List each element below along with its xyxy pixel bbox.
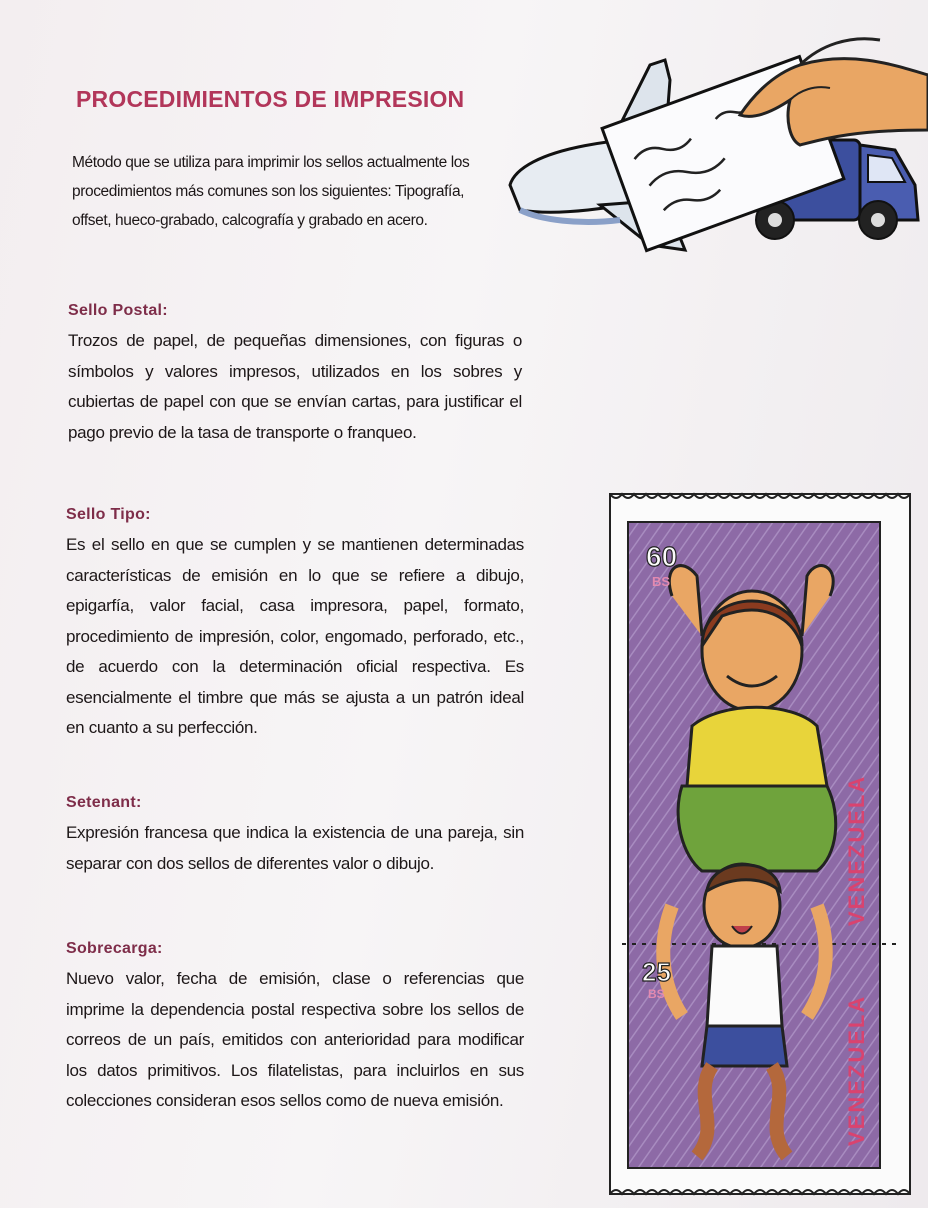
stamp-value-bottom: 25 (642, 957, 671, 987)
intro-paragraph: Método que se utiliza para imprimir los sellos actualmente los procedimientos más comunes son los siguientes: Tipografía, offset, hueco-grabado, calcografía y grabado en acero. (72, 154, 470, 229)
section-setenant (66, 794, 524, 879)
page-title: PROCEDIMIENTOS DE IMPRESION (76, 86, 465, 112)
section-sello-tipo (66, 506, 524, 744)
section-sello-postal (68, 302, 522, 448)
section-heading: Sello Tipo: (66, 506, 151, 523)
section-sobrecarga (66, 940, 524, 1117)
mail-illustration (500, 20, 928, 270)
section-body: Trozos de papel, de pequeñas dimensiones, con figuras o símbolos y valores impresos, utilizados en los sobres y cubiertas de papel con que se envían cartas, para justificar el pago previo de la tasa de transporte o franqueo. (68, 331, 522, 442)
stamp-illustration (602, 486, 918, 1202)
stamp-currency-bottom: BS (648, 987, 665, 1001)
section-body: Expresión francesa que indica la existencia de una pareja, sin separar con dos sellos de diferentes valor o dibujo. (66, 823, 524, 873)
stamp-currency-top: BS (652, 574, 671, 589)
stamp-country-bottom: VENEZUELA (844, 994, 869, 1146)
section-body: Es el sello en que se cumplen y se mantienen determinadas características de emisión en lo que se refiere a dibujo, epigarfía, valor facial, casa impresora, papel, formato, procedimiento de impresión, color, engomado, perforado, etc., de acuerdo con la determinación oficial respectiva. Es esencialmente el timbre que más se ajusta a un patrón ideal en cuanto a su perfección. (66, 535, 524, 737)
stamp-value-top: 60 (646, 541, 678, 572)
section-heading: Setenant: (66, 794, 142, 811)
section-heading: Sobrecarga: (66, 940, 163, 957)
stamp-country-top: VENEZUELA (844, 774, 869, 926)
section-heading: Sello Postal: (68, 302, 168, 319)
section-body: Nuevo valor, fecha de emisión, clase o referencias que imprime la dependencia postal respectiva sobre los sellos de correos de un país, emitidos con anterioridad para modificar los datos primitivos. Los filatelistas, para incluirlos en sus colecciones consideran esos sellos como de nueva emisión. (66, 969, 524, 1110)
